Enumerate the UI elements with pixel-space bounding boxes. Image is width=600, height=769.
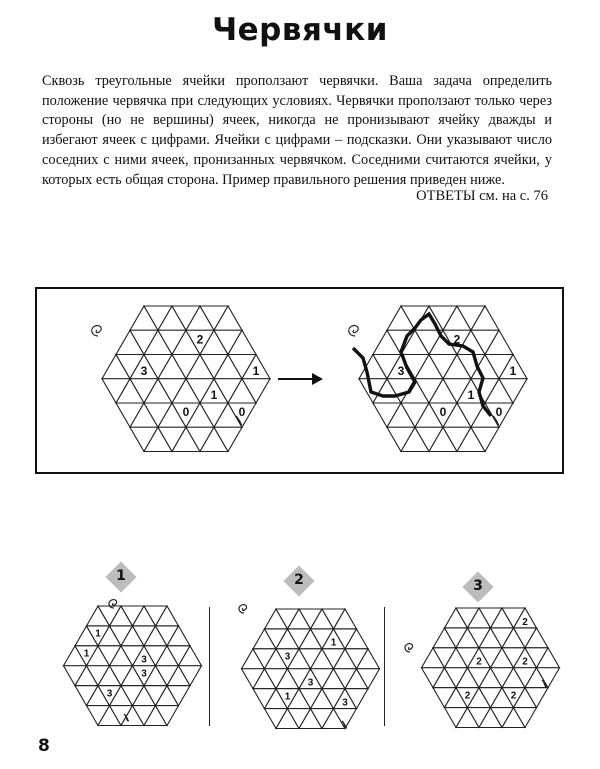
solution-clue: 1	[509, 363, 517, 378]
puzzle-3-worm-head-icon	[405, 644, 413, 652]
page-title: Червячки	[212, 12, 388, 48]
puzzle-2-number: 2	[294, 572, 304, 588]
example-clue: 0	[182, 405, 190, 420]
solution-clue: 3	[397, 363, 405, 378]
solution-clue: 1	[467, 388, 475, 403]
example-worm-head-icon	[92, 326, 102, 336]
puzzle-3-clue: 2	[464, 690, 471, 702]
puzzle-divider-2	[384, 607, 385, 726]
solution-clue: 2	[453, 332, 461, 347]
puzzle-1-clue: 3	[106, 688, 113, 700]
puzzle-1-clue: 3	[141, 668, 147, 680]
example-clue: 1	[210, 388, 218, 403]
puzzle-divider-1	[209, 607, 210, 726]
puzzle-2-clue: 1	[284, 691, 291, 703]
puzzle-3-clue: 2	[522, 616, 528, 628]
example-clue: 2	[196, 332, 204, 347]
puzzle-1-clue: 1	[95, 628, 101, 640]
puzzle-1-clue: 3	[141, 654, 147, 666]
puzzle-3-number: 3	[473, 578, 483, 594]
puzzle-2-clue: 3	[342, 697, 348, 709]
puzzle-2-clue: 3	[307, 677, 314, 689]
page-number: 8	[38, 736, 50, 756]
puzzle-2-worm-head-icon	[239, 605, 247, 613]
puzzle-3-clue: 2	[476, 656, 482, 668]
example-solution-grid	[345, 306, 515, 452]
right-arrow-icon	[276, 372, 324, 386]
solution-clue: 0	[439, 405, 447, 420]
example-clue: 1	[252, 363, 260, 378]
example-puzzle-grid	[88, 306, 258, 452]
puzzle-1-grid	[52, 606, 190, 724]
puzzle-1-number: 1	[116, 568, 126, 584]
puzzle-2-clue: 1	[330, 637, 337, 649]
example-clue: 0	[238, 405, 246, 420]
solution-worm-head-icon	[349, 326, 359, 336]
puzzle-2-grid	[230, 609, 368, 727]
puzzle-2-clue: 3	[284, 651, 291, 663]
solution-clue: 0	[495, 405, 503, 420]
puzzle-3-clue: 2	[522, 656, 528, 668]
puzzle-1-clue: 1	[83, 648, 90, 660]
example-clue: 3	[140, 363, 148, 378]
instructions-text: Сквозь треугольные ячейки проползают червячки. Ваша задача определить положение червячка при следующих условиях. Червячки проползают только через стороны (но не вершины) ячеек, никогда не пронизывают ячейку дважды и избегают ячеек с цифрами. Ячейки с цифрами – подсказки. Они указывают число соседних с ними ячеек, пронизанных червячком. Соседними считаются ячейки, у которых есть общая сторона. Пример правильного решения приведен ниже.	[42, 73, 552, 188]
puzzle-3-clue: 2	[510, 690, 517, 702]
puzzle-3-grid	[410, 608, 548, 726]
answers-reference: ОТВЕТЫ см. на с. 76	[416, 188, 548, 204]
